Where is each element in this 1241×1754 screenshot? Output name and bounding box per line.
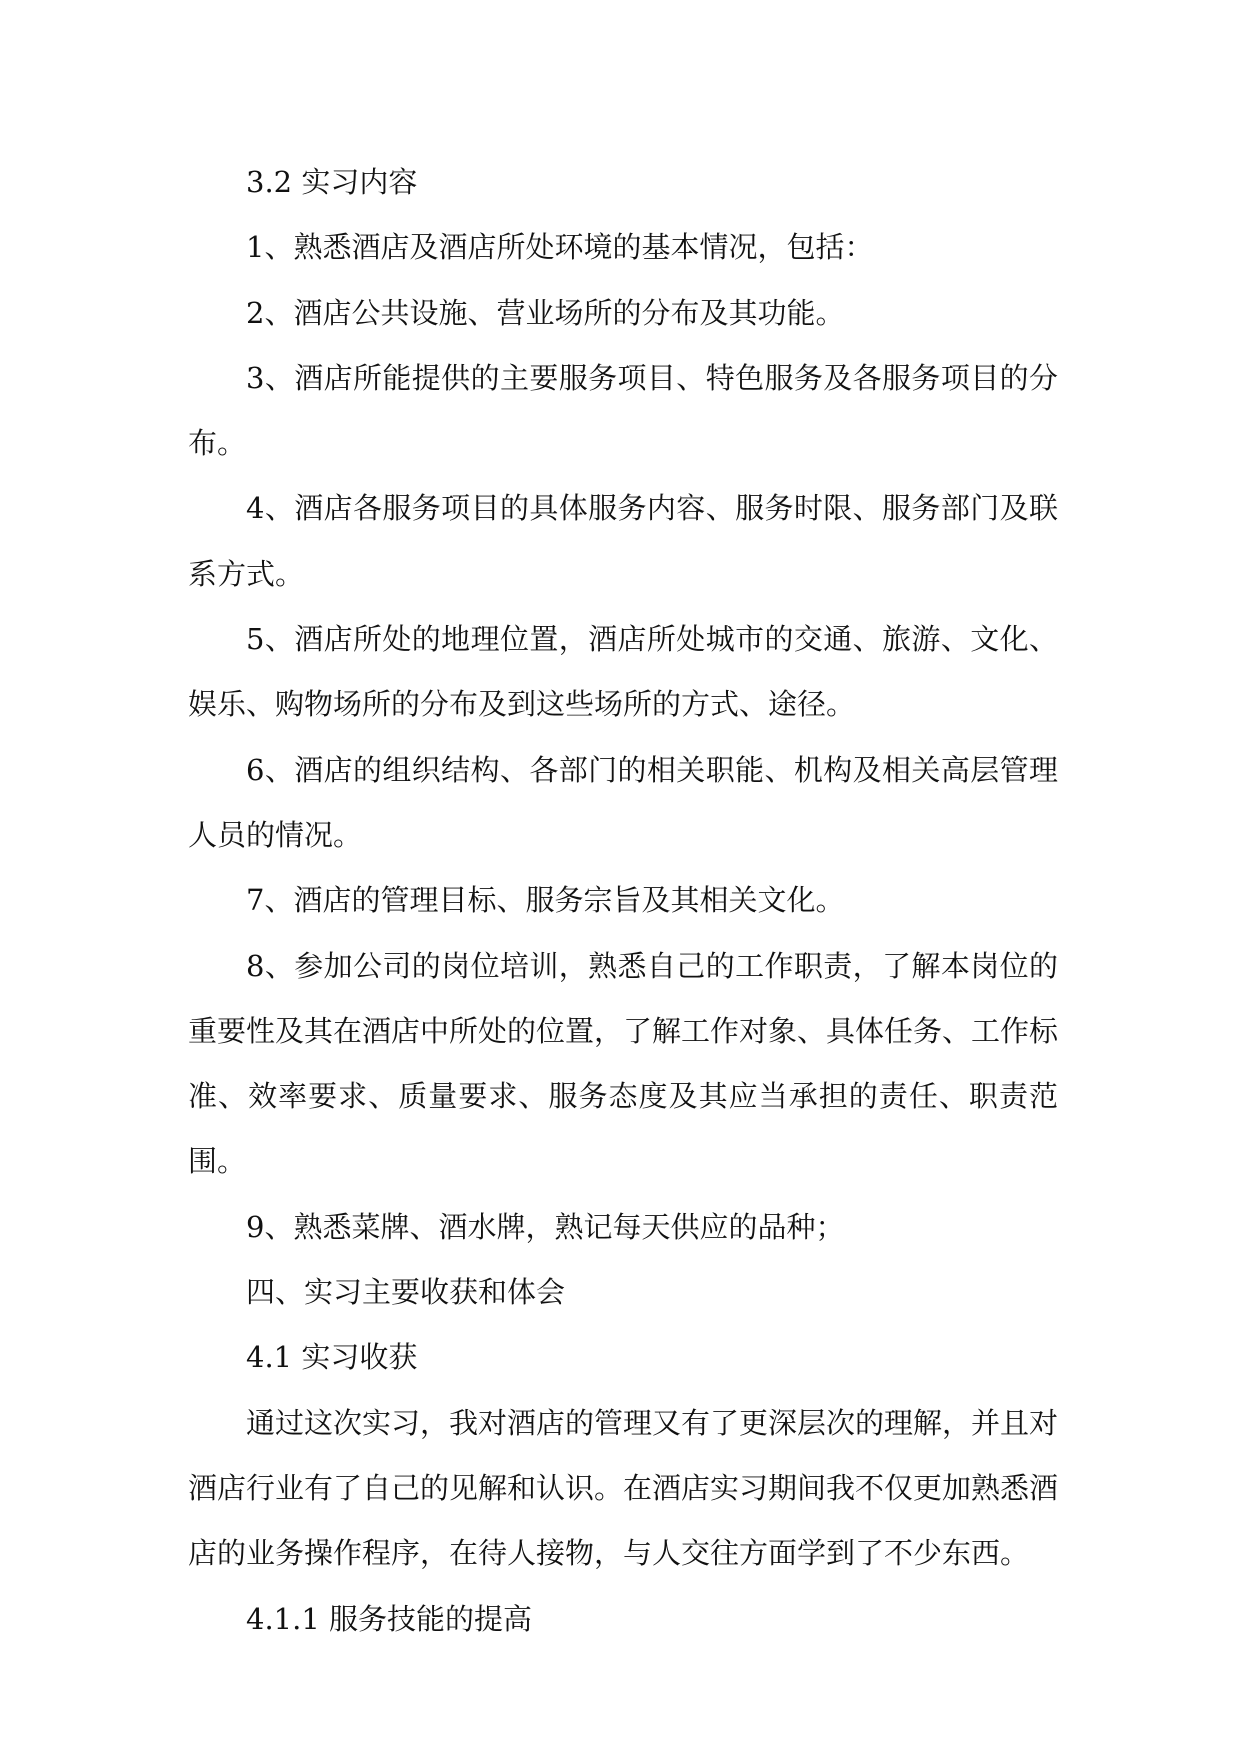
list-item-9: 9、熟悉菜牌、酒水牌，熟记每天供应的品种； [246,1209,845,1244]
list-item-2: 2、酒店公共设施、营业场所的分布及其功能。 [246,295,845,330]
list-item-7: 7、酒店的管理目标、服务宗旨及其相关文化。 [246,883,845,918]
document-body [188,150,1058,1652]
body-paragraph: 通过这次实习，我对酒店的管理又有了更深层次的理解，并且对酒店行业有了自己的见解和认识。在酒店实习期间我不仅更加熟悉酒店的业务操作程序，在待人接物，与人交往方面学到了不少东西。 [188,1405,1059,1571]
list-item-5: 5、酒店所处的地理位置，酒店所处城市的交通、旅游、文化、娱乐、购物场所的分布及到这些场所的方式、途径。 [188,622,1058,722]
section-heading-3-2: 3.2 实习内容 [246,165,418,199]
list-item-3: 3、酒店所能提供的主要服务项目、特色服务及各服务项目的分布。 [188,360,1058,461]
section-heading-4-1-1: 4.1.1 服务技能的提高 [246,1601,533,1636]
list-item-6: 6、酒店的组织结构、各部门的相关职能、机构及相关高层管理人员的情况。 [188,752,1058,852]
section-heading-4-1: 4.1 实习收获 [246,1340,418,1375]
list-item-8: 8、参加公司的岗位培训，熟悉自己的工作职责，了解本岗位的重要性及其在酒店中所处的位置，了解工作对象、具体任务、工作标准、效率要求、质量要求、服务态度及其应当承担的责任、职责范围。 [188,948,1059,1179]
section-heading-4: 四、实习主要收获和体会 [246,1275,566,1310]
list-item-4: 4、酒店各服务项目的具体服务内容、服务时限、服务部门及联系方式。 [188,491,1058,591]
list-item-1: 1、熟悉酒店及酒店所处环境的基本情况，包括： [246,230,874,265]
